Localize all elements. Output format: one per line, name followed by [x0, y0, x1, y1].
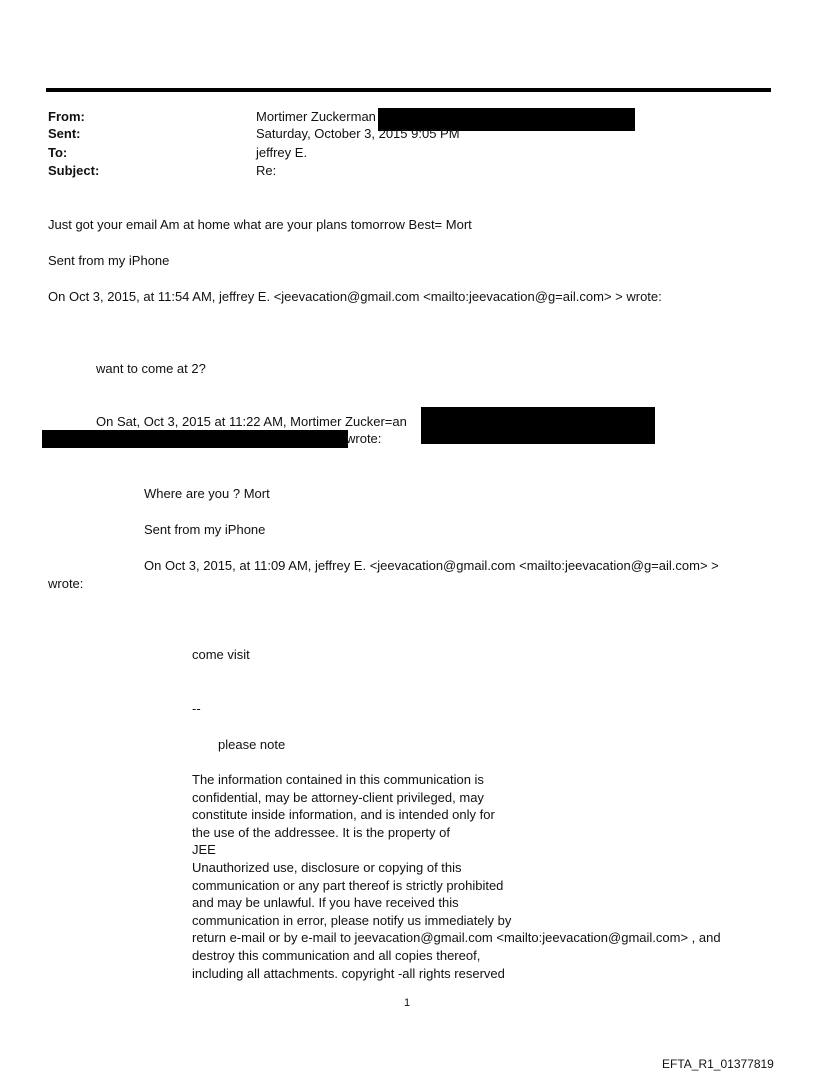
quote-header-wrap: wrote:: [346, 431, 382, 446]
disclaimer-line: confidential, may be attorney-client privileged, may: [192, 789, 484, 805]
document-id: EFTA_R1_01377819: [662, 1057, 774, 1071]
subject-label: Subject:: [48, 163, 100, 178]
quoted-message: Where are you ? Mort: [144, 486, 270, 501]
disclaimer-line: communication or any part thereof is strictly prohibited: [192, 877, 504, 893]
disclaimer: [192, 771, 721, 982]
quoted-message: come visit: [192, 647, 250, 662]
disclaimer-line: Unauthorized use, disclosure or copying of this: [192, 859, 462, 875]
header-rule: [46, 88, 771, 92]
signature: Sent from my iPhone: [144, 522, 266, 537]
to-value: jeffrey E.: [256, 145, 308, 160]
disclaimer-line: and may be unlawful. If you have received this: [192, 895, 459, 911]
disclaimer-line: constitute inside information, and is intended only for: [192, 807, 495, 823]
redaction-box: [42, 430, 348, 448]
disclaimer-line: return e-mail or by e-mail to jeevacation@gmail.com <mailto:jeevacation@gmail.com> , and: [192, 930, 721, 946]
message-text: Just got your email Am at home what are your plans tomorrow Best= Mort: [48, 217, 472, 232]
quote-header: On Oct 3, 2015, at 11:09 AM, jeffrey E. <jeevacation@gmail.com <mailto:jeevacation@g=ail.com> >: [144, 558, 719, 573]
quoted-message: want to come at 2?: [96, 361, 206, 376]
quote-header-wrap: wrote:: [48, 576, 84, 591]
disclaimer-line: destroy this communication and all copies thereof,: [192, 947, 481, 963]
disclaimer-line: communication in error, please notify us immediately by: [192, 912, 512, 928]
to-label: To:: [48, 145, 68, 160]
disclaimer-line: the use of the addressee. It is the property of: [192, 824, 450, 840]
quote-header: On Sat, Oct 3, 2015 at 11:22 AM, Mortimer Zucker=an: [96, 414, 407, 429]
disclaimer-line: JEE: [192, 842, 216, 858]
please-note: please note: [218, 737, 286, 752]
quote-header: On Oct 3, 2015, at 11:54 AM, jeffrey E. <jeevacation@gmail.com <mailto:jeevacation@g=ail.com> > wrote:: [48, 289, 662, 304]
sent-value: Saturday, October 3, 2015 9:05 PM: [256, 126, 460, 141]
signature-separator: --: [192, 701, 201, 716]
subject-value: Re:: [256, 163, 277, 178]
from-value: Mortimer Zuckerman: [256, 109, 376, 124]
disclaimer-line: The information contained in this communication is: [192, 772, 484, 787]
from-label: From:: [48, 109, 85, 124]
sent-label: Sent:: [48, 126, 81, 141]
disclaimer-line: including all attachments. copyright -all rights reserved: [192, 965, 505, 981]
page-number: 1: [404, 997, 411, 1009]
signature: Sent from my iPhone: [48, 253, 170, 268]
redaction-box: [421, 407, 655, 444]
